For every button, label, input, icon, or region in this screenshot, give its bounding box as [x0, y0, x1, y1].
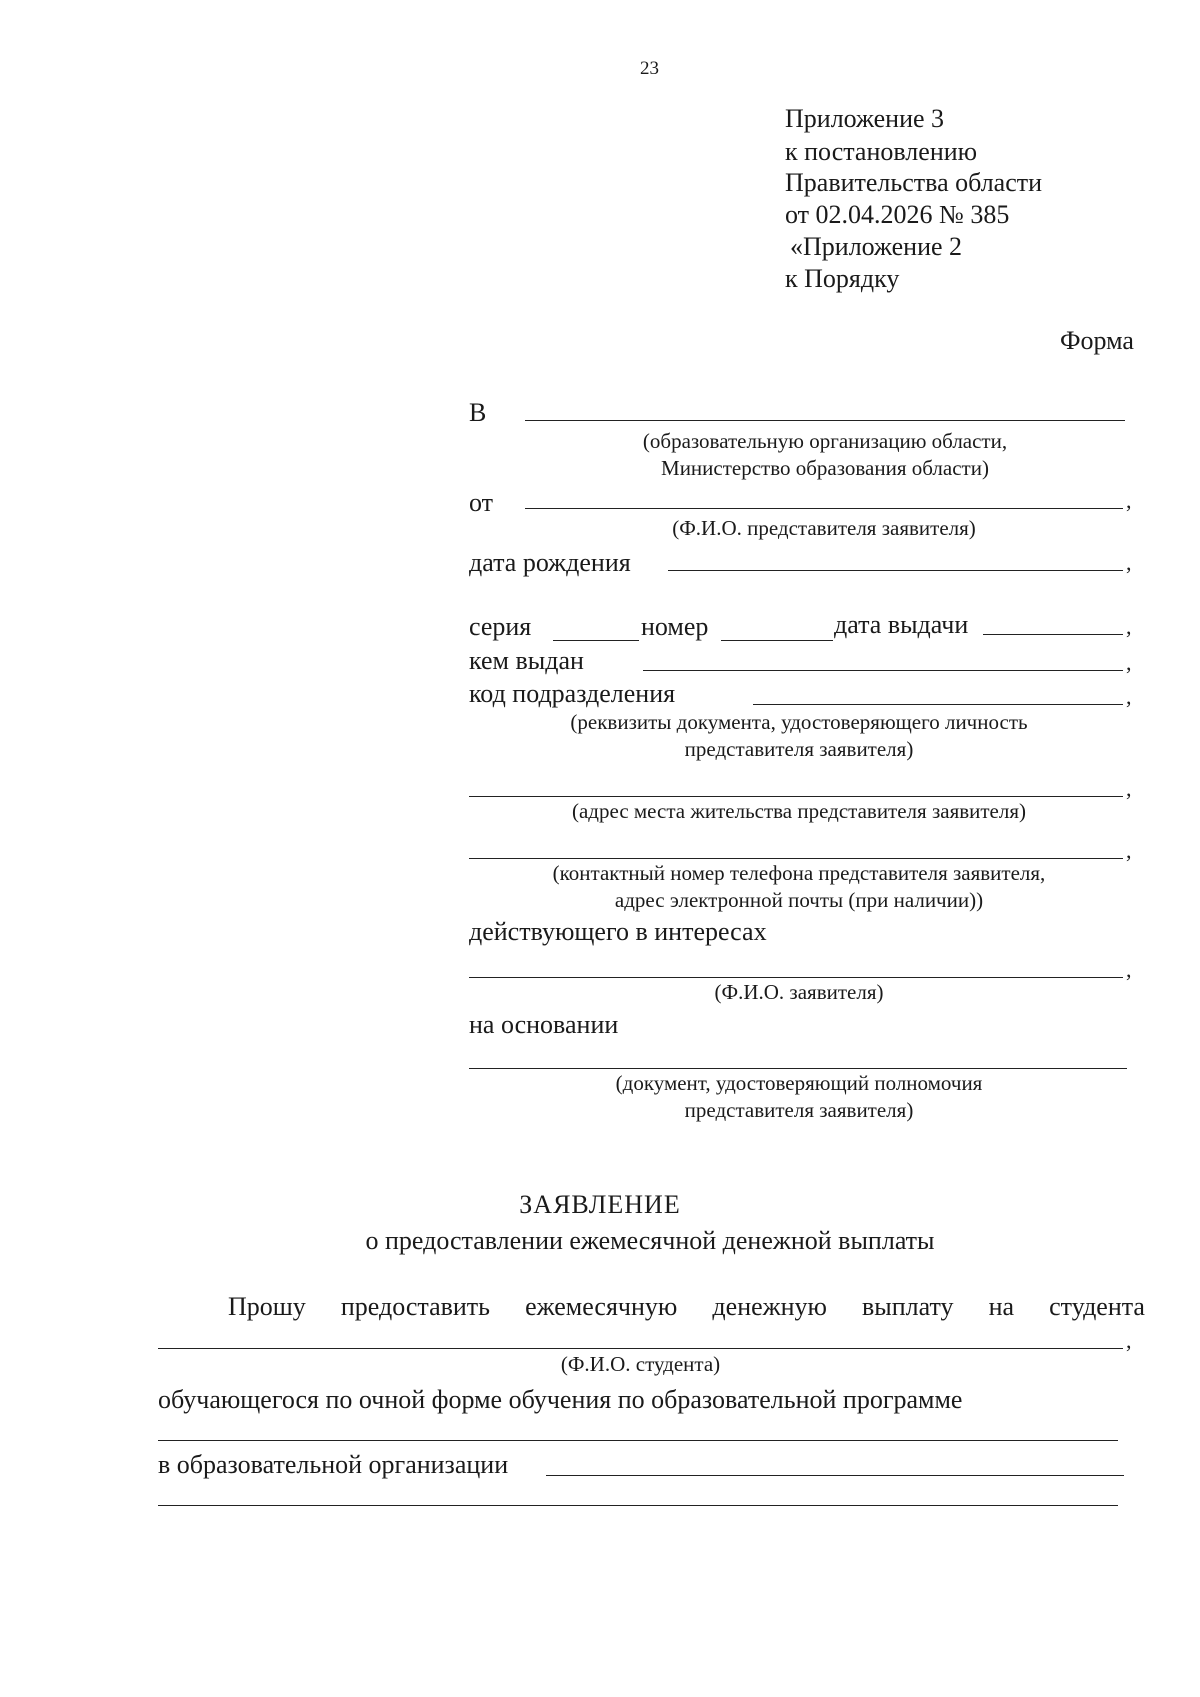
address-caption: (адрес места жительства представителя заявителя): [571, 799, 1027, 823]
header-line: «Приложение 2: [790, 232, 963, 261]
program-text: обучающегося по очной форме обучения по образовательной программе: [158, 1385, 963, 1414]
basis-label: на основании: [469, 1010, 619, 1039]
comma: ,: [1126, 1328, 1132, 1353]
request-word: ежемесячную: [525, 1292, 678, 1321]
applicant-field[interactable]: [469, 977, 1123, 978]
address-field[interactable]: [469, 796, 1123, 797]
from-caption: (Ф.И.О. представителя заявителя): [672, 516, 976, 540]
doc-caption: представителя заявителя): [684, 737, 914, 761]
header-line: Правительства области: [785, 168, 1043, 197]
comma: ,: [1126, 838, 1132, 863]
birth-date-field[interactable]: [668, 570, 1123, 571]
request-word: денежную: [712, 1292, 827, 1321]
student-name-field[interactable]: [158, 1348, 1123, 1349]
series-field[interactable]: [553, 640, 639, 641]
org-field-continued[interactable]: [158, 1505, 1118, 1506]
contact-field[interactable]: [469, 858, 1123, 859]
issue-date-label: дата выдачи: [834, 610, 969, 639]
org-label: в образовательной организации: [158, 1450, 509, 1479]
comma: ,: [1126, 614, 1132, 639]
request-word: выплату: [862, 1292, 954, 1321]
request-word: Прошу: [228, 1292, 306, 1321]
form-label: Форма: [1060, 326, 1134, 355]
series-label: серия: [469, 612, 532, 641]
basis-caption: представителя заявителя): [684, 1098, 914, 1122]
header-line: от 02.04.2026 № 385: [785, 200, 1010, 229]
statement-subtitle: о предоставлении ежемесячной денежной выплаты: [365, 1226, 935, 1255]
comma: ,: [1126, 488, 1132, 513]
request-word: предоставить: [340, 1292, 491, 1321]
from-label: от: [469, 488, 494, 517]
student-caption: (Ф.И.О. студента): [560, 1352, 721, 1376]
header-line: к Порядку: [785, 264, 900, 293]
request-word: студента: [1049, 1292, 1145, 1321]
statement-title: ЗАЯВЛЕНИЕ: [519, 1190, 681, 1219]
dept-code-label: код подразделения: [469, 679, 676, 708]
page-number: 23: [640, 58, 659, 79]
applicant-caption: (Ф.И.О. заявителя): [714, 980, 884, 1004]
dept-code-field[interactable]: [753, 704, 1123, 705]
contact-caption: (контактный номер телефона представителя заявителя,: [552, 861, 1046, 885]
acting-label: действующего в интересах: [469, 917, 767, 946]
from-field[interactable]: [525, 508, 1123, 509]
request-word: на: [988, 1292, 1015, 1321]
comma: ,: [1126, 550, 1132, 575]
to-label: В: [469, 398, 487, 427]
doc-caption: (реквизиты документа, удостоверяющего личность: [570, 710, 1028, 734]
comma: ,: [1126, 650, 1132, 675]
basis-caption: (документ, удостоверяющий полномочия: [615, 1071, 983, 1095]
contact-caption: адрес электронной почты (при наличии)): [614, 888, 984, 912]
to-field[interactable]: [525, 420, 1125, 421]
comma: ,: [1126, 684, 1132, 709]
program-field[interactable]: [158, 1440, 1118, 1441]
birth-date-label: дата рождения: [469, 548, 631, 577]
header-line: к постановлению: [785, 137, 978, 166]
number-label: номер: [641, 612, 709, 641]
issued-by-field[interactable]: [643, 670, 1123, 671]
number-field[interactable]: [721, 640, 833, 641]
to-caption: (образовательную организацию области,: [642, 429, 1008, 453]
issued-by-label: кем выдан: [469, 646, 584, 675]
request-line: [228, 1292, 1145, 1322]
header-line: Приложение 3: [785, 104, 945, 133]
org-field[interactable]: [546, 1475, 1124, 1476]
comma: ,: [1126, 957, 1132, 982]
to-caption: Министерство образования области): [661, 456, 989, 480]
basis-field[interactable]: [469, 1068, 1127, 1069]
issue-date-field[interactable]: [983, 634, 1123, 635]
comma: ,: [1126, 776, 1132, 801]
